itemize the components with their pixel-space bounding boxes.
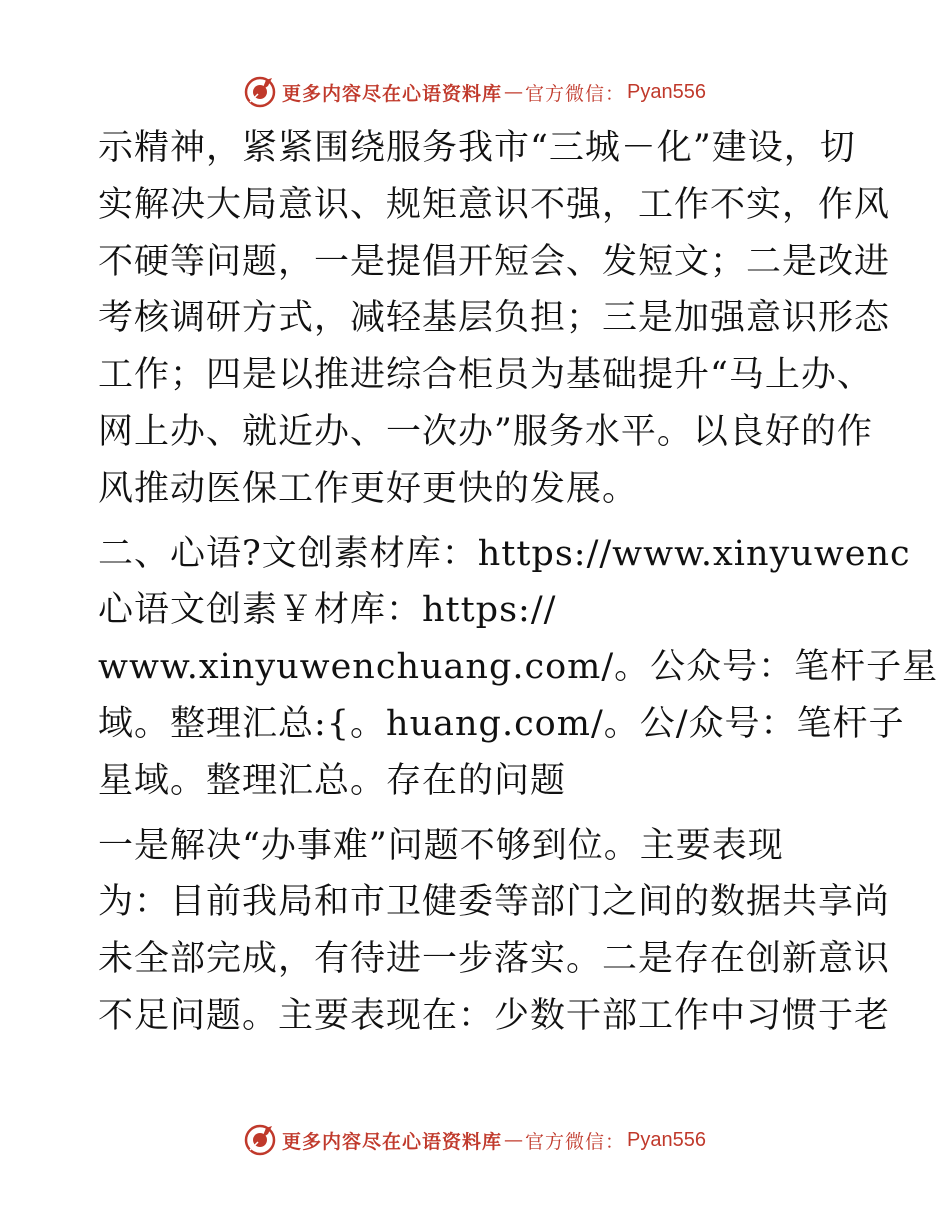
quill-logo-icon: [244, 76, 276, 108]
text-line: 不硬等问题，一是提倡开短会、发短文；二是改进: [98, 241, 891, 282]
text-line: 工作；四是以推进综合柜员为基础提升“马上办、: [98, 355, 873, 396]
text-line: 域。整理汇总:{。huang.com/。公/众号：笔杆子: [98, 703, 905, 744]
footer-banner: [0, 1120, 950, 1160]
banner-official-label: 官方微信：: [525, 1130, 626, 1153]
text-line: 心语文创素￥材库：https://: [98, 590, 557, 631]
banner-wechat-handle: Pyan556: [627, 1128, 706, 1151]
banner-text: 更多内容尽在心语资料库: [282, 1130, 503, 1153]
paragraph-1: [98, 120, 891, 518]
text-line: 未全部完成，有待进一步落实。二是存在创新意识: [98, 939, 891, 980]
banner-text: 更多内容尽在心语资料库: [282, 82, 503, 105]
text-line: 一是解决“办事难”问题不够到位。主要表现: [98, 825, 784, 866]
text-line: 考核调研方式，减轻基层负担；三是加强意识形态: [98, 298, 891, 339]
paragraph-2: [98, 526, 939, 810]
text-line: 示精神，紧紧围绕服务我市“三城－化”建设，切: [98, 128, 856, 168]
header-banner: [0, 72, 950, 112]
text-line: 实解决大局意识、规矩意识不强，工作不实，作风: [98, 184, 891, 225]
banner-separator: —: [504, 81, 524, 103]
banner-wechat-handle: Pyan556: [627, 80, 706, 103]
text-line: www.xinyuwenchuang.com/。公众号：笔杆子星: [98, 647, 939, 688]
text-line: 网上办、就近办、一次办”服务水平。以良好的作: [98, 411, 873, 452]
text-line: 风推动医保工作更好更快的发展。: [98, 468, 639, 509]
quill-logo-icon: [244, 1124, 276, 1156]
document-body: [98, 120, 939, 1045]
text-line: 不足问题。主要表现在：少数干部工作中习惯于老: [98, 995, 891, 1036]
text-line: 二、心语?文创素材库：https://www.xinyuwenc: [98, 533, 911, 574]
paragraph-3: [98, 818, 891, 1045]
text-line: 为：目前我局和市卫健委等部门之间的数据共享尚: [98, 882, 891, 923]
banner-official-label: 官方微信：: [525, 82, 626, 105]
text-line: 星域。整理汇总。存在的问题: [98, 760, 567, 801]
banner-separator: —: [504, 1129, 524, 1151]
